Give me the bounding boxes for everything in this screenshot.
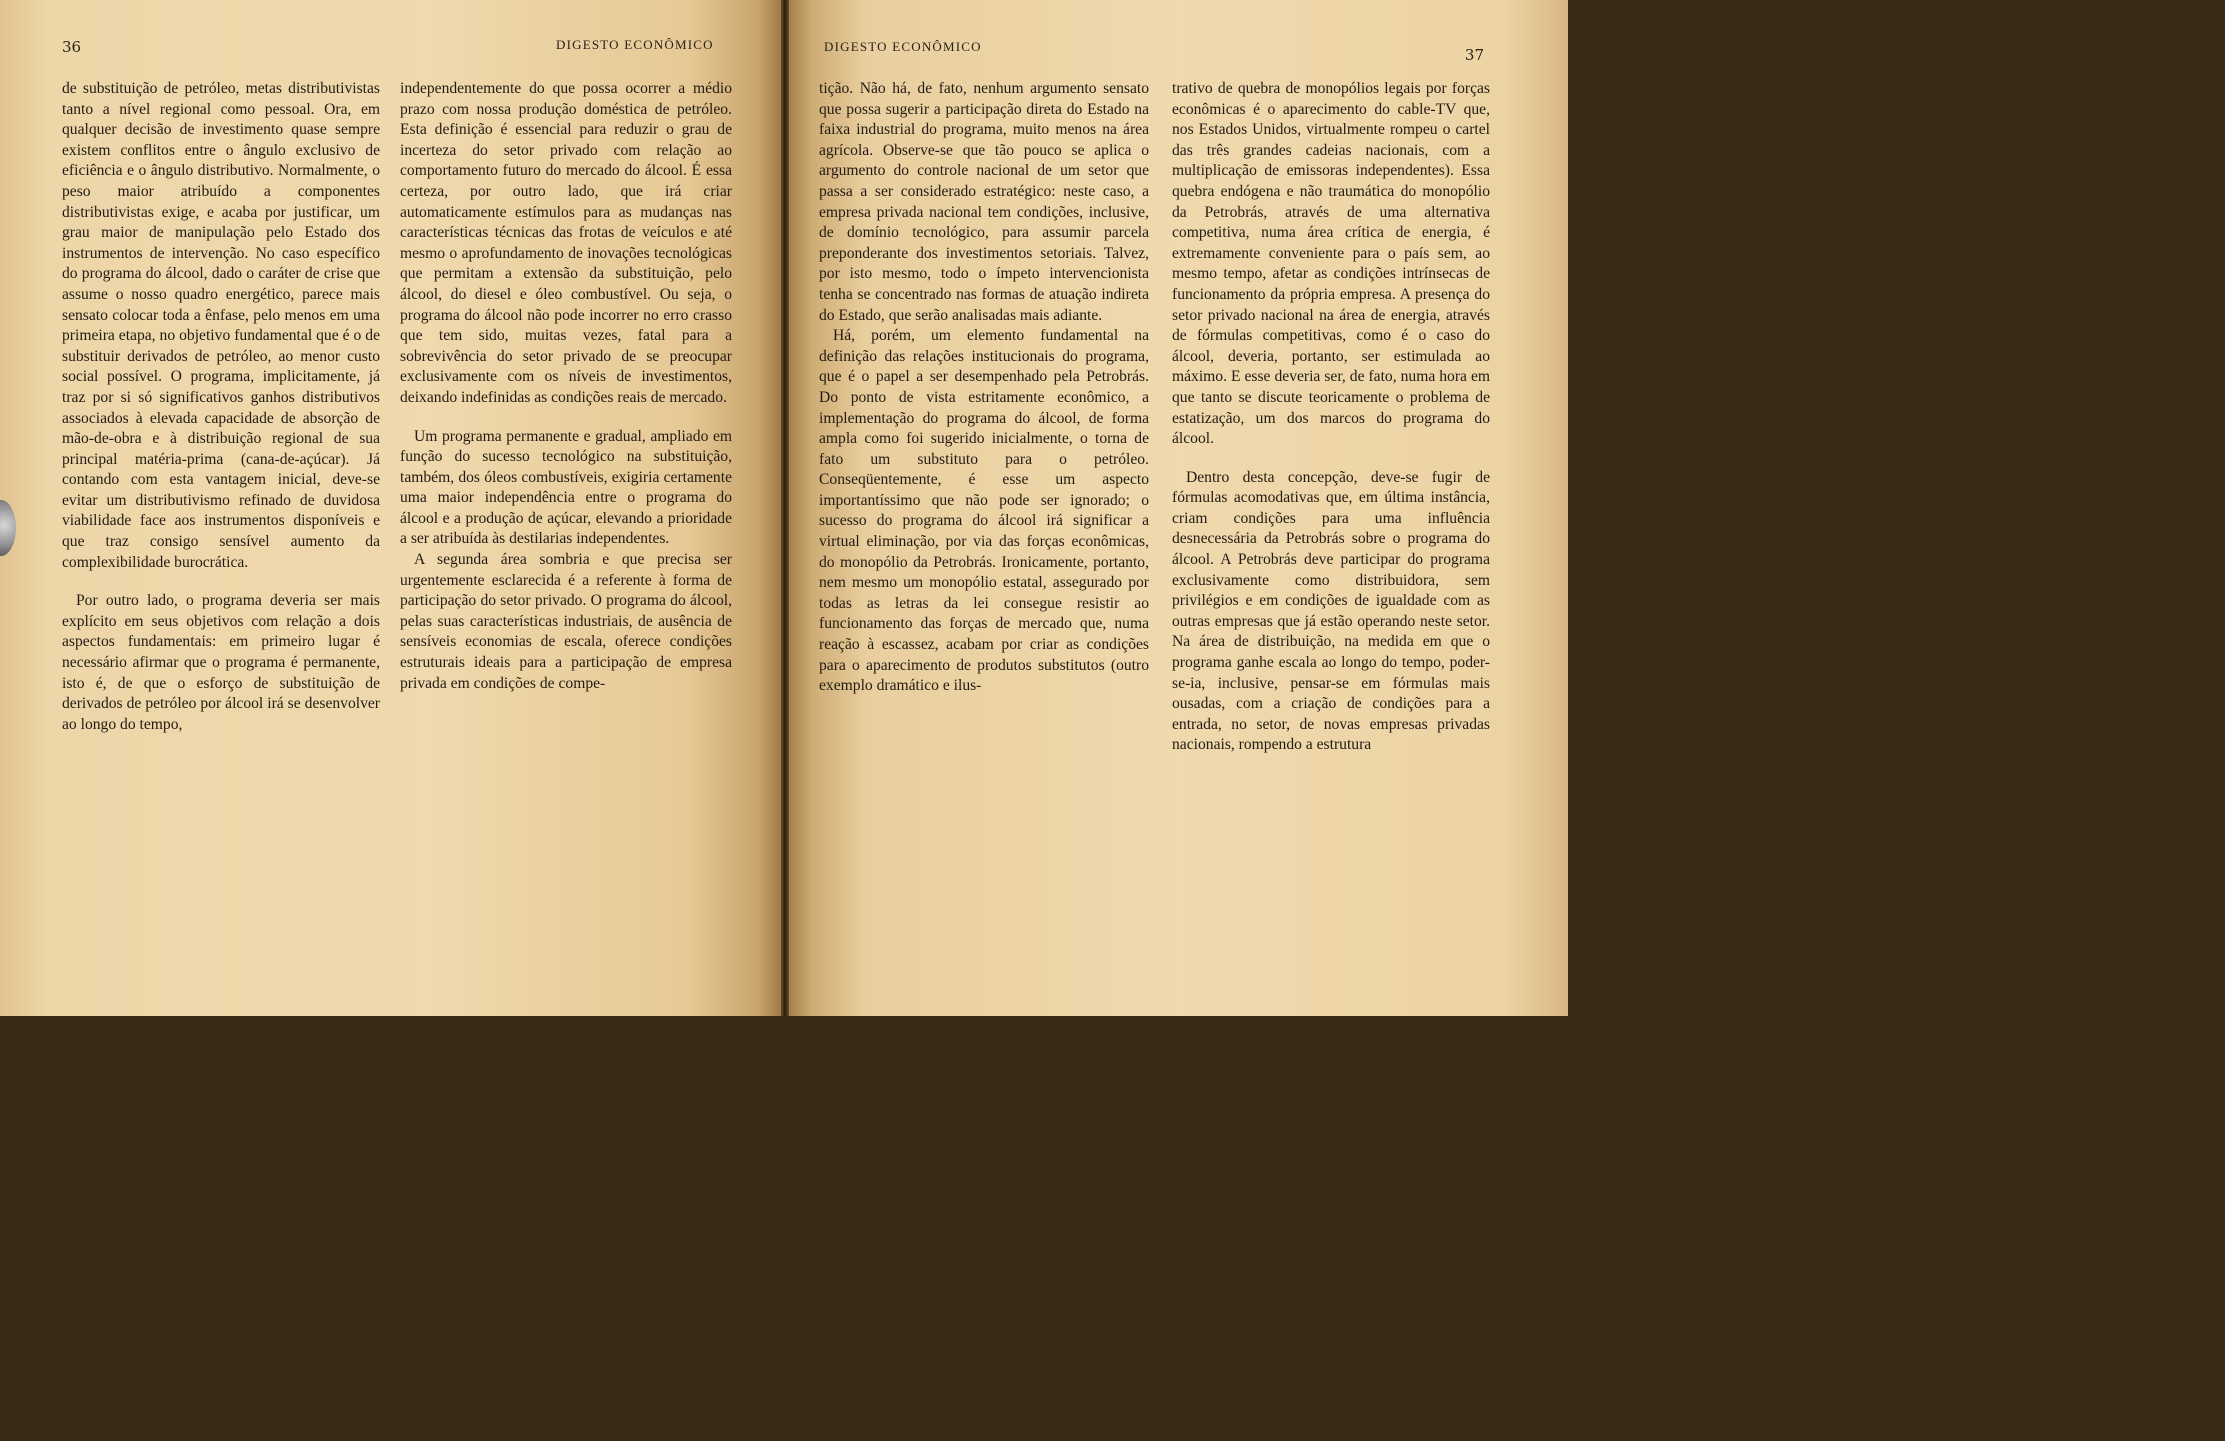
text-column-right: [1172, 79, 1490, 756]
book-spread: [0, 0, 1568, 1016]
text-column-left: [62, 79, 380, 735]
text-column-left: [819, 79, 1149, 697]
paragraph: A segunda área sombria e que precisa ser urgentemente esclarecida é a referente à forma de participação do setor privado. O programa do álcool, pelas suas características industriais, de ausência de sensíveis economias de escala, oferece condições estruturais ideais para a participação de empresa privada em condições de compe-: [400, 551, 732, 692]
paragraph: trativo de quebra de monopólios legais por forças econômicas é o aparecimento do cable-TV que, nos Estados Unidos, virtualmente rompeu o cartel das três grandes cadeias nacionais, com a multiplicação de emissoras independentes). Essa quebra endógena e não traumática do monopólio da Petrobrás, através de uma alternativa competitiva, numa área crítica de energia, é extremamente conveniente para o país sem, ao mesmo tempo, afetar as condições intrínsecas de funcionamento da própria empresa. A presença do setor privado nacional na área de energia, através de fórmulas competitivas, como é o caso do álcool, deveria, portanto, ser estimulada ao máximo. E esse deveria ser, de fato, numa hora em que tanto se discute teoricamente o problema de estatização, um dos marcos do programa do álcool.: [1172, 80, 1490, 448]
right-page: [789, 0, 1568, 1016]
page-number: 36: [62, 38, 82, 56]
text-column-right: [400, 79, 732, 694]
paragraph: Há, porém, um elemento fundamental na definição das relações institucionais do programa, que é o papel a ser desempenhado pela Petrobrás. Do ponto de vista estritamente econômico, a implementação do programa do álcool, de forma ampla como foi sugerido inicialmente, o torna de fato um substituto para o petróleo. Conseqüentemente, é esse um aspecto importantíssimo que não pode ser ignorado; o sucesso do programa do álcool irá significar a virtual eliminação, por via das forças econômicas, do monopólio da Petrobrás. Ironicamente, portanto, nem mesmo um monopólio estatal, assegurado por todas as letras da lei consegue resistir ao funcionamento das forças de mercado que, numa reação à escassez, acabam por criar as condições para o aparecimento de produtos substitutos (outro exemplo dramático e ilus-: [819, 327, 1149, 695]
book-gutter: [781, 0, 789, 1016]
left-page: [0, 0, 781, 1016]
paragraph: Um programa permanente e gradual, ampliado em função do sucesso tecnológico na substituição, também, dos óleos combustíveis, exigiria certamente uma maior independência entre o programa do álcool e a produção de açúcar, elevando a prioridade a ser atribuída às destilarias independentes.: [400, 427, 732, 548]
paragraph: Por outro lado, o programa deveria ser mais explícito em seus objetivos com relação a dois aspectos fundamentais: em primeiro lugar é necessário afirmar que o programa é permanente, isto é, de que o esforço de substituição de derivados de petróleo por álcool irá se desenvolver ao longo do tempo,: [62, 592, 380, 733]
paragraph: de substituição de petróleo, metas distributivistas tanto a nível regional como pessoal. Ora, em qualquer decisão de investimento quase sempre existem conflitos entre o ângulo exclusivo de eficiência e o ângulo distributivo. Normalmente, o peso maior atribuído a componentes distributivistas exige, e acaba por justificar, um grau maior de manipulação pelo Estado dos instrumentos de intervenção. No caso específico do programa do álcool, dado o caráter de crise que assume o nosso quadro energético, parece mais sensato colocar toda a ênfase, pelo menos em uma primeira etapa, no objetivo fundamental que é o de substituir derivados de petróleo, ao menor custo social possível. O programa, implicitamente, já traz por si só significativos ganhos distributivos associados à elevada capacidade de absorção de mão-de-obra e à distribuição regional de sua principal matéria-prima (cana-de-açúcar). Já contando com esta vantagem inicial, deve-se evitar um distributivismo refinado de duvidosa viabilidade face aos instrumentos disponíveis e que traz consigo sensível aumento da complexibilidade burocrática.: [62, 80, 380, 571]
running-head: DIGESTO ECONÔMICO: [824, 39, 982, 54]
running-head: DIGESTO ECONÔMICO: [556, 37, 714, 52]
page-number: 37: [1464, 46, 1484, 64]
paragraph: independentemente do que possa ocorrer a médio prazo com nossa produção doméstica de petróleo. Esta definição é essencial para reduzir o grau de incerteza do setor privado com relação ao comportamento futuro do mercado do álcool. É essa certeza, por outro lado, que irá criar automaticamente estímulos para as mudanças nas características técnicas das frotas de veículos e até mesmo o aprofundamento de inovações tecnológicas que permitam a extensão da substituição, pelo álcool, do diesel e óleo combustível. Ou seja, o programa do álcool não pode incorrer no erro crasso que tem sido, muitas vezes, fatal para a sobrevivência do setor privado de se preocupar exclusivamente com os níveis de investimentos, deixando indefinidas as condições reais de mercado.: [400, 80, 732, 406]
paragraph: tição. Não há, de fato, nenhum argumento sensato que possa sugerir a participação direta do Estado na faixa industrial do programa, muito menos na área agrícola. Observe-se que tão pouco se aplica o argumento do controle nacional de um setor que passa a ser considerado estratégico: neste caso, a empresa privada nacional tem condições, inclusive, de domínio tecnológico, para assumir parcela preponderante dos investimentos setoriais. Talvez, por isto mesmo, todo o ímpeto intervencionista tenha se concentrado nas formas de atuação indireta do Estado, que serão analisadas mais adiante.: [819, 80, 1149, 324]
binder-clip-mark: [0, 500, 16, 556]
paragraph: Dentro desta concepção, deve-se fugir de fórmulas acomodativas que, em última instância, criam condições para uma influência desnecessária da Petrobrás sobre o programa do álcool. A Petrobrás deve participar do programa exclusivamente como distribuidora, sem privilégios e em condições de igualdade com as outras empresas que já estão operando neste setor. Na área de distribuição, na medida em que o programa ganhe escala ao longo do tempo, poder-se-ia, inclusive, pensar-se em fórmulas mais ousadas, com a criação de condições para a entrada, no setor, de novas empresas privadas nacionais, rompendo a estrutura: [1172, 468, 1490, 754]
